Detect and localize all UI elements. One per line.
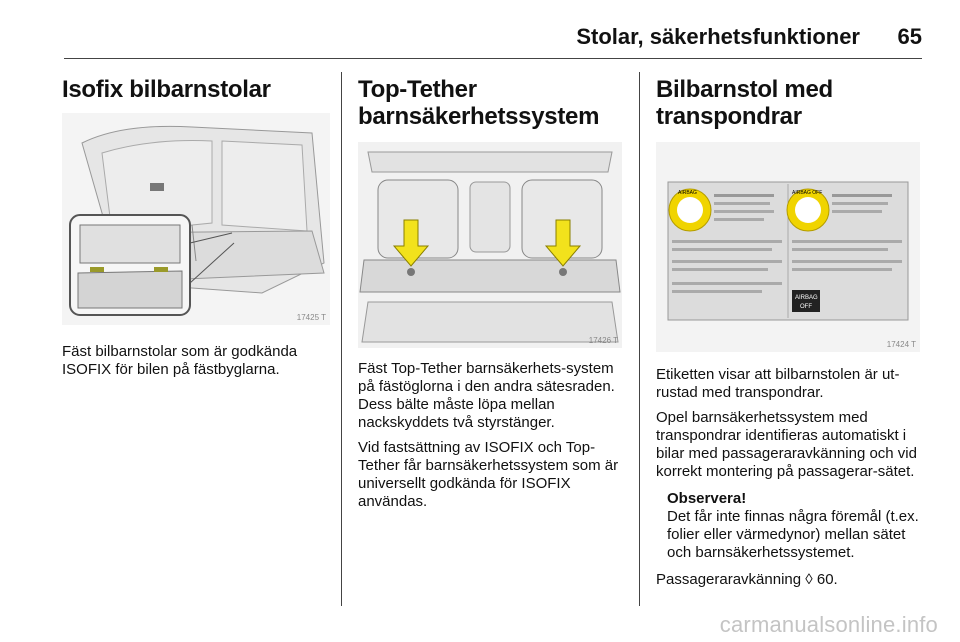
- figure-code: 17426 T: [588, 336, 618, 345]
- column-isofix: [62, 76, 330, 379]
- badge-airbag-text: AIRBAG: [678, 190, 697, 196]
- figure-top-tether: [358, 142, 622, 348]
- transponder-label-illustration: [656, 142, 920, 352]
- airbag-button-line-1: AIRBAG: [795, 295, 818, 301]
- figure-code: 17425 T: [296, 313, 326, 322]
- page-reference-link[interactable]: 60.: [816, 571, 838, 588]
- watermark: carmanualsonline.info: [719, 612, 938, 637]
- figure-transponder-label: [656, 142, 920, 352]
- column-divider-2: [639, 72, 640, 606]
- cross-reference-text: Passageraravkänning: [656, 571, 802, 588]
- heading-line-1: Top-Tether: [358, 76, 477, 103]
- top-tether-illustration: [358, 142, 622, 348]
- reference-arrow-icon: ◊: [805, 571, 813, 588]
- badge-airbag-off-text: AIRBAG OFF: [792, 190, 823, 196]
- column-transponder: [656, 76, 924, 589]
- heading-transponder: [656, 76, 924, 130]
- paragraph-top-tether-1: Fäst Top-Tether barnsäkerhets-system på fästöglorna i den andra sätesraden. Dess bälte måste löpa mellan nackskyddets två styrstänger.: [358, 360, 615, 431]
- note-title: Observera!: [667, 490, 747, 507]
- figure-code: 17424 T: [886, 340, 916, 349]
- column-divider-1: [341, 72, 342, 606]
- figure-isofix-seat: [62, 113, 330, 325]
- heading-line-2: transpondrar: [656, 103, 802, 130]
- note-text: Det får inte finnas några föremål (t.ex. folier eller värmedynor) mellan sätet och barnsäkerhetssystemet.: [667, 508, 919, 561]
- paragraph-cross-reference: [656, 571, 924, 589]
- page-number: 65: [897, 24, 922, 49]
- paragraph-isofix: Fäst bilbarnstolar som är godkända ISOFIX för bilen på fästbyglarna.: [62, 343, 298, 378]
- heading-isofix: Isofix bilbarnstolar: [62, 76, 271, 103]
- heading-top-tether: [358, 76, 626, 130]
- note-box: [667, 490, 924, 562]
- page-header: [64, 14, 922, 59]
- isofix-seat-illustration: [62, 113, 330, 325]
- column-top-tether: [358, 76, 626, 511]
- heading-line-2: barnsäkerhetssystem: [358, 103, 600, 130]
- paragraph-top-tether-2: Vid fastsättning av ISOFIX och Top-Tether får barnsäkerhetssystem som är universellt godkända för ISOFIX användas.: [358, 439, 619, 510]
- header-title: Stolar, säkerhetsfunktioner: [576, 24, 860, 49]
- paragraph-transponder-2: Opel barnsäkerhetssystem med transpondrar identifieras automatiskt i bilar med passageraravkänning och vid korrekt montering på passagerar-sätet.: [656, 409, 917, 480]
- airbag-button-line-2: OFF: [800, 304, 812, 310]
- paragraph-transponder-1: Etiketten visar att bilbarnstolen är ut-rustad med transpondrar.: [656, 366, 900, 401]
- heading-line-1: Bilbarnstol med: [656, 76, 833, 103]
